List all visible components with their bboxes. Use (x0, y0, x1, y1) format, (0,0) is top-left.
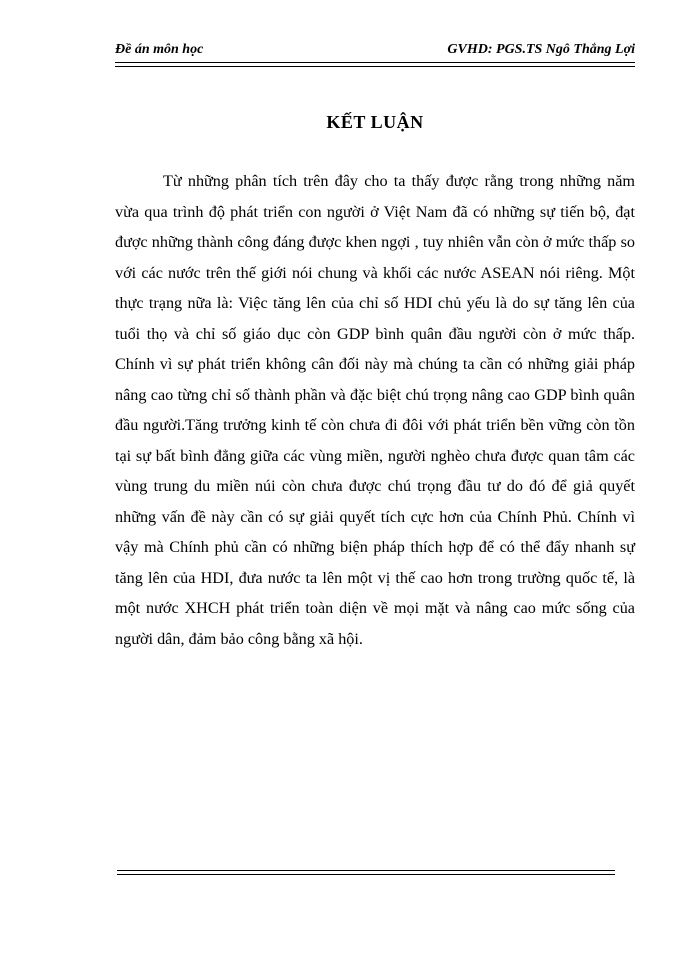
header-course-label: Đề án môn học (115, 42, 204, 57)
header-advisor-label: GVHD: PGS.TS Ngô Thắng Lợi (447, 42, 635, 57)
header-divider (115, 62, 635, 67)
page-header (115, 40, 635, 62)
page-title: KẾT LUẬN (326, 112, 424, 132)
footer-divider (117, 870, 615, 875)
conclusion-paragraph: Từ những phân tích trên đây cho ta thấy được rằng trong những năm vừa qua trình độ phát triển con người ở Việt Nam đã có những sự tiến bộ, đạt được những thành công đáng được khen ngợi , tuy nhiên vẫn còn ở mức thấp so với các nước trên thế giới nói chung và khối các nước ASEAN nói riêng. Một thực trạng nữa là: Việc tăng lên của chỉ số HDI chủ yếu là do sự tăng lên của tuổi thọ và chỉ số giáo dục còn GDP bình quân đầu người còn ở mức thấp. Chính vì sự phát triển không cân đối này mà chúng ta cần có những giải pháp nâng cao từng chỉ số thành phần và đặc biệt chú trọng nâng cao GDP bình quân đầu người.Tăng trưởng kinh tế còn chưa đi đôi với phát triển bền vững còn tồn tại sự bất bình đẳng giữa các vùng miền, người nghèo chưa được quan tâm các vùng trung du miền núi còn chưa được chú trọng đầu tư do đó để giả quyết những vấn đề này cần có sự giải quyết tích cực hơn của Chính Phủ. Chính vì vậy mà Chính phủ cần có những biện pháp thích hợp để có thể đẩy nhanh sự tăng lên của HDI, đưa nước ta lên một vị thế cao hơn trong trường quốc tế, là một nước XHCH phát triển toàn diện về mọi mặt và nâng cao mức sống của người dân, đảm bảo công bằng xã hội. (115, 172, 635, 648)
